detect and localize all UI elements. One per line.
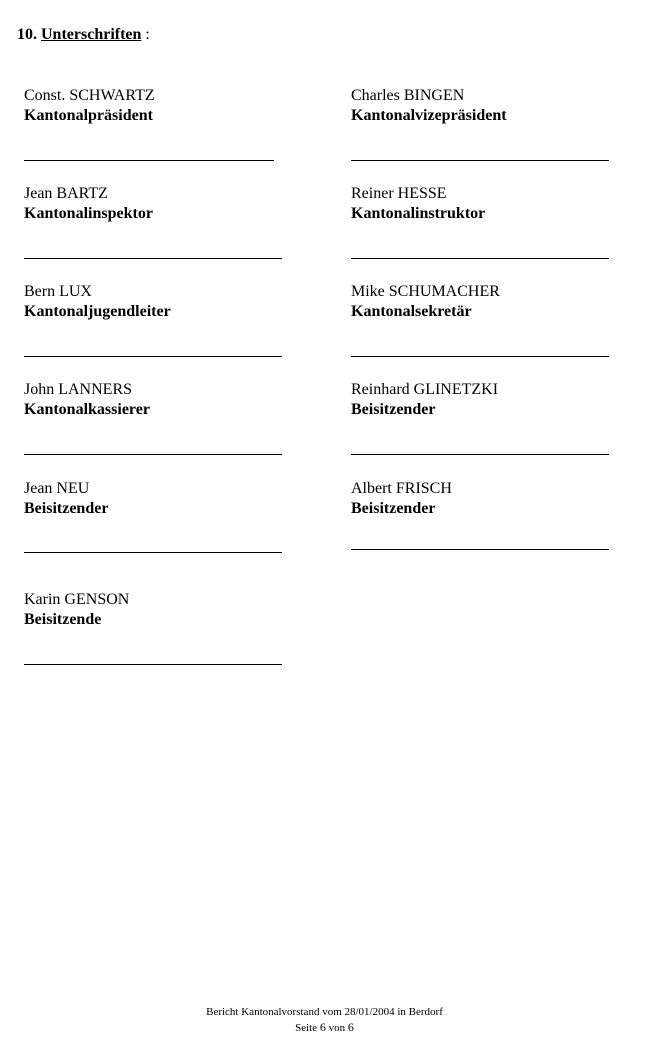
signatory-role: Beisitzende [24,611,102,628]
signature-line [351,258,609,259]
signature-block [351,184,611,224]
signature-line [24,454,282,455]
footer-page-number [0,1020,649,1036]
signatory-name: Charles BINGEN [351,87,465,104]
section-colon: : [145,26,150,43]
signature-block [24,86,284,126]
signature-block [24,380,284,420]
signatory-name: John LANNERS [24,381,133,398]
signatory-role: Kantonalkassierer [24,401,150,418]
page-footer [0,1005,649,1036]
signatory-role: Kantonalsekretär [351,303,472,320]
signatory-name: Mike SCHUMACHER [351,283,500,300]
signatory-name: Albert FRISCH [351,480,452,497]
signatory-name: Karin GENSON [24,591,130,608]
signature-line [351,454,609,455]
section-number: 10. [17,26,37,43]
signatory-role: Kantonalinstruktor [351,205,486,222]
section-heading [17,25,150,45]
signature-line [351,549,609,550]
signatory-role: Kantonalvizepräsident [351,107,507,124]
signatory-name: Jean BARTZ [24,185,108,202]
signature-block [351,380,611,420]
footer-page-current: 6 [319,1020,326,1034]
signature-block [24,590,284,630]
signature-block [24,282,284,322]
signature-line [351,160,609,161]
signatory-role: Beisitzender [351,401,436,418]
signatory-name: Reinhard GLINETZKI [351,381,499,398]
signature-block [24,479,284,519]
footer-page-sep: von [328,1022,346,1034]
signatory-role: Beisitzender [351,500,436,517]
signature-block [351,282,611,322]
signatory-name: Reiner HESSE [351,185,447,202]
footer-page-prefix: Seite [295,1022,318,1034]
signatory-role: Kantonalinspektor [24,205,153,222]
signature-line [24,664,282,665]
signatory-role: Beisitzender [24,500,109,517]
section-title: Unterschriften [41,26,142,43]
footer-report-title: Bericht Kantonalvorstand vom 28/01/2004 in Berdorf [206,1006,443,1018]
signatory-name: Jean NEU [24,480,90,497]
signature-block [24,184,284,224]
signature-block [351,86,611,126]
signature-block [351,479,611,519]
signature-line [351,356,609,357]
signature-line [24,160,274,161]
signature-line [24,552,282,553]
footer-page-total: 6 [347,1020,354,1034]
signatory-name: Bern LUX [24,283,92,300]
signature-line [24,356,282,357]
signatory-name: Const. SCHWARTZ [24,87,155,104]
signatory-role: Kantonaljugendleiter [24,303,171,320]
signatory-role: Kantonalpräsident [24,107,153,124]
signature-line [24,258,282,259]
